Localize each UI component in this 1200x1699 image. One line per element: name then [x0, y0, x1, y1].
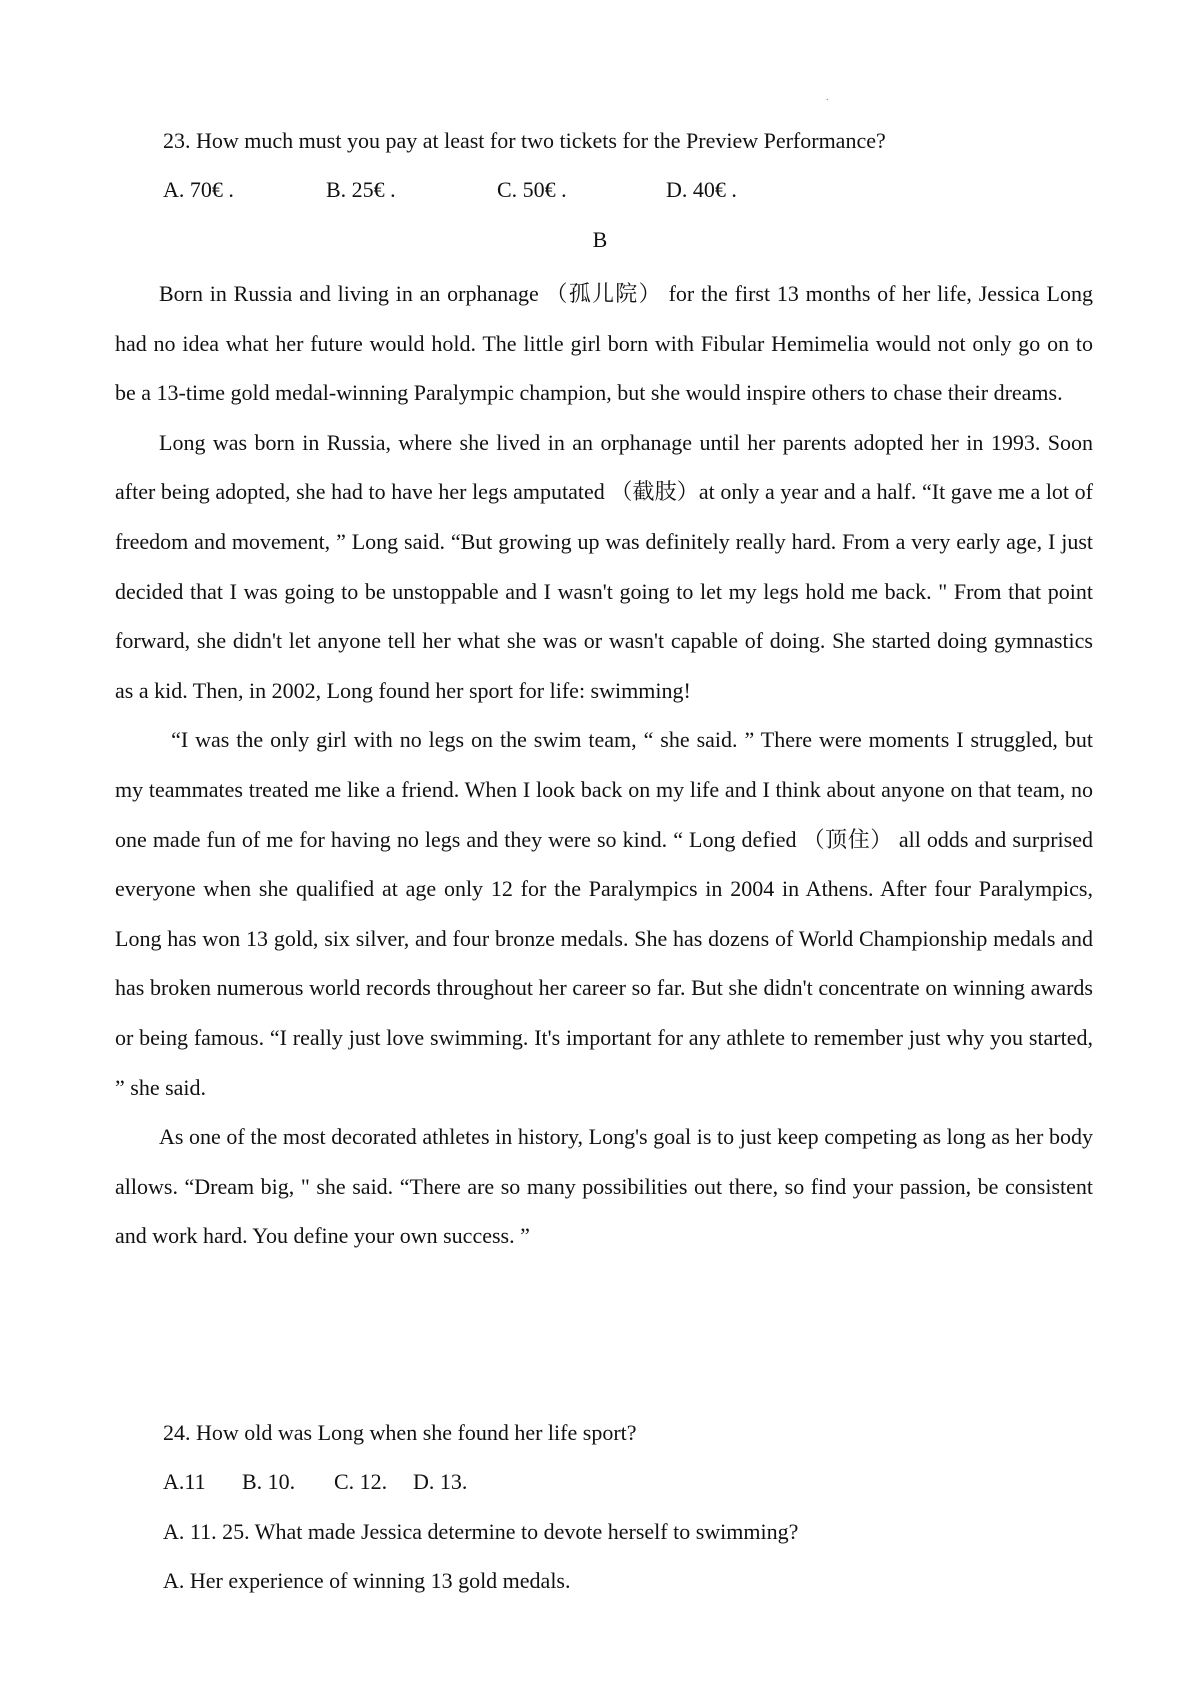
question-24-options	[163, 1465, 663, 1499]
q23-option-d: D. 40€ .	[666, 177, 737, 202]
q24-option-d: D. 13.	[413, 1469, 468, 1494]
question-25: A. 11. 25. What made Jessica determine to devote herself to swimming?	[163, 1519, 799, 1544]
q23-option-a: A. 70€ .	[163, 177, 234, 202]
q24-option-b: B. 10.	[242, 1469, 296, 1494]
q23-option-c: C. 50€ .	[497, 177, 567, 202]
q23-option-b: B. 25€ .	[326, 177, 396, 202]
passage-paragraph-3: “I was the only girl with no legs on the swim team, “ she said. ” There were moments I struggled, but my teammates treated me like a friend. When I look back on my life and I think about anyone on that team, no one made fun of me for having no legs and they were so kind. “ Long defied （顶住） all odds and surprised everyone when she qualified at age only 12 for the Paralympics in 2004 in Athens. After four Paralympics, Long has won 13 gold, six silver, and four bronze medals. She has dozens of World Championship medals and has broken numerous world records throughout her career so far. But she didn't concentrate on winning awards or being famous. “I really just love swimming. It's important for any athlete to remember just why you started, ” she said.	[115, 727, 1093, 1100]
passage-paragraph-2: Long was born in Russia, where she lived in an orphanage until her parents adopted her in 1993. Soon after being adopted, she had to have her legs amputated （截肢）at only a year and a half. “It gave me a lot of freedom and movement, ” Long said. “But growing up was definitely really hard. From a very early age, I just decided that I was going to be unstoppable and I wasn't going to let my legs hold me back. " From that point forward, she didn't let anyone tell her what she was or wasn't capable of doing. She started doing gymnastics as a kid. Then, in 2002, Long found her sport for life: swimming!	[115, 429, 1093, 703]
page-mark: .	[826, 92, 829, 103]
section-label: B	[592, 227, 608, 252]
q25-option-a: A. Her experience of winning 13 gold medals.	[163, 1568, 571, 1593]
passage-paragraph-4: As one of the most decorated athletes in history, Long's goal is to just keep competing as long as her body allows. “Dream big, " she said. “There are so many possibilities out there, so find your passion, be consistent and work hard. You define your own success. ”	[115, 1124, 1093, 1249]
q24-option-c: C. 12.	[334, 1469, 388, 1494]
question-24: 24. How old was Long when she found her life sport?	[163, 1420, 637, 1445]
reading-passage	[115, 269, 1093, 1261]
question-23-options	[163, 173, 863, 207]
q24-option-a: A.11	[163, 1469, 206, 1494]
passage-paragraph-1: Born in Russia and living in an orphanage （孤儿院） for the first 13 months of her life, Jessica Long had no idea what her future would hold. The little girl born with Fibular Hemimelia would not only go on to be a 13-time gold medal-winning Paralympic champion, but she would inspire others to chase their dreams.	[115, 281, 1093, 406]
question-23: 23. How much must you pay at least for two tickets for the Preview Performance?	[163, 128, 886, 153]
